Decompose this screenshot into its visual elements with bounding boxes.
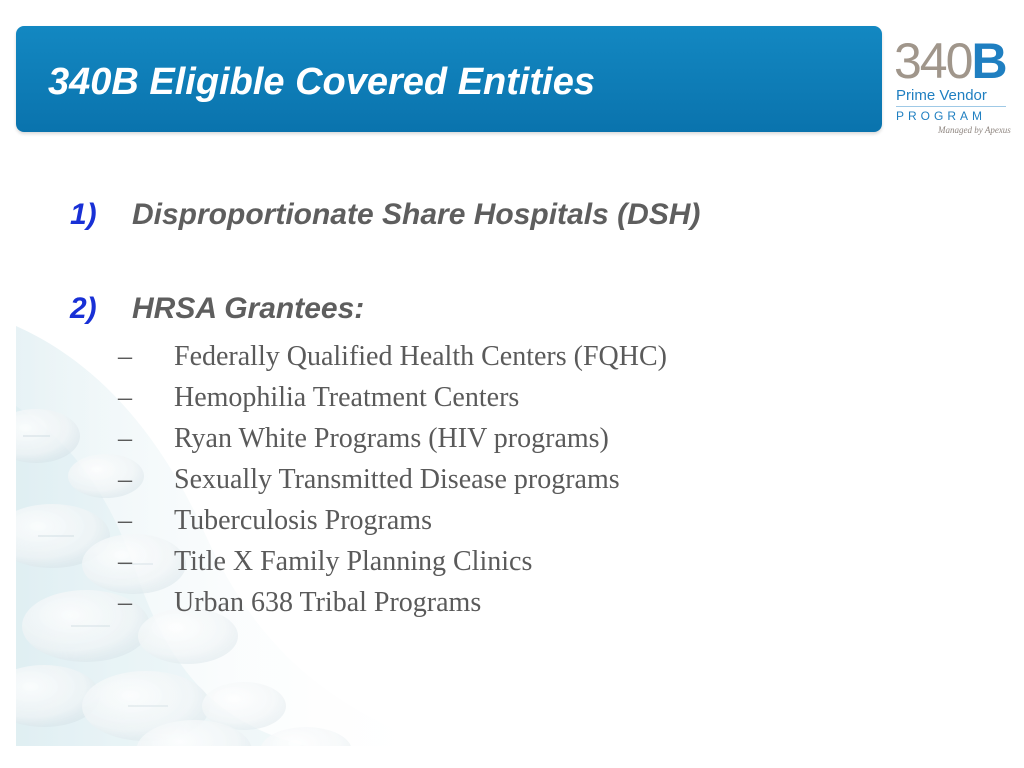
- item-number: 2): [70, 292, 97, 325]
- sub-list-item: [118, 543, 667, 584]
- sub-list-item: [118, 502, 667, 543]
- sub-list-item: [118, 338, 667, 379]
- sub-item-label: Urban 638 Tribal Programs: [174, 587, 482, 618]
- dash-marker: –: [118, 423, 132, 454]
- sub-item-label: Ryan White Programs (HIV programs): [174, 423, 609, 454]
- logo-letter: B: [971, 33, 1006, 89]
- sub-list-item: [118, 379, 667, 420]
- sub-list-item: [118, 420, 667, 461]
- sub-item-label: Sexually Transmitted Disease programs: [174, 464, 620, 495]
- sub-item-label: Title X Family Planning Clinics: [174, 546, 533, 577]
- logo-managed-note: Managed by Apexus: [938, 125, 1011, 135]
- logo-subtitle: Prime Vendor: [896, 87, 987, 104]
- sub-item-label: Tuberculosis Programs: [174, 505, 432, 536]
- logo-number: 340: [894, 33, 972, 89]
- item-label: HRSA Grantees:: [132, 292, 365, 325]
- item-number: 1): [70, 198, 97, 231]
- sub-item-label: Federally Qualified Health Centers (FQHC): [174, 341, 667, 372]
- dash-marker: –: [118, 587, 132, 618]
- sub-list-item: [118, 584, 667, 625]
- dash-marker: –: [118, 382, 132, 413]
- list-item: [70, 196, 700, 234]
- item-label: Disproportionate Share Hospitals (DSH): [132, 198, 701, 231]
- dash-marker: –: [118, 505, 132, 536]
- list-item: [70, 290, 364, 328]
- dash-marker: –: [118, 546, 132, 577]
- page-title: 340B Eligible Covered Entities: [48, 61, 595, 103]
- dash-marker: –: [118, 341, 132, 372]
- sub-item-label: Hemophilia Treatment Centers: [174, 382, 520, 413]
- hrsa-grantee-list: [118, 338, 667, 625]
- sub-list-item: [118, 461, 667, 502]
- dash-marker: –: [118, 464, 132, 495]
- logo-program-label: PROGRAM: [896, 109, 987, 123]
